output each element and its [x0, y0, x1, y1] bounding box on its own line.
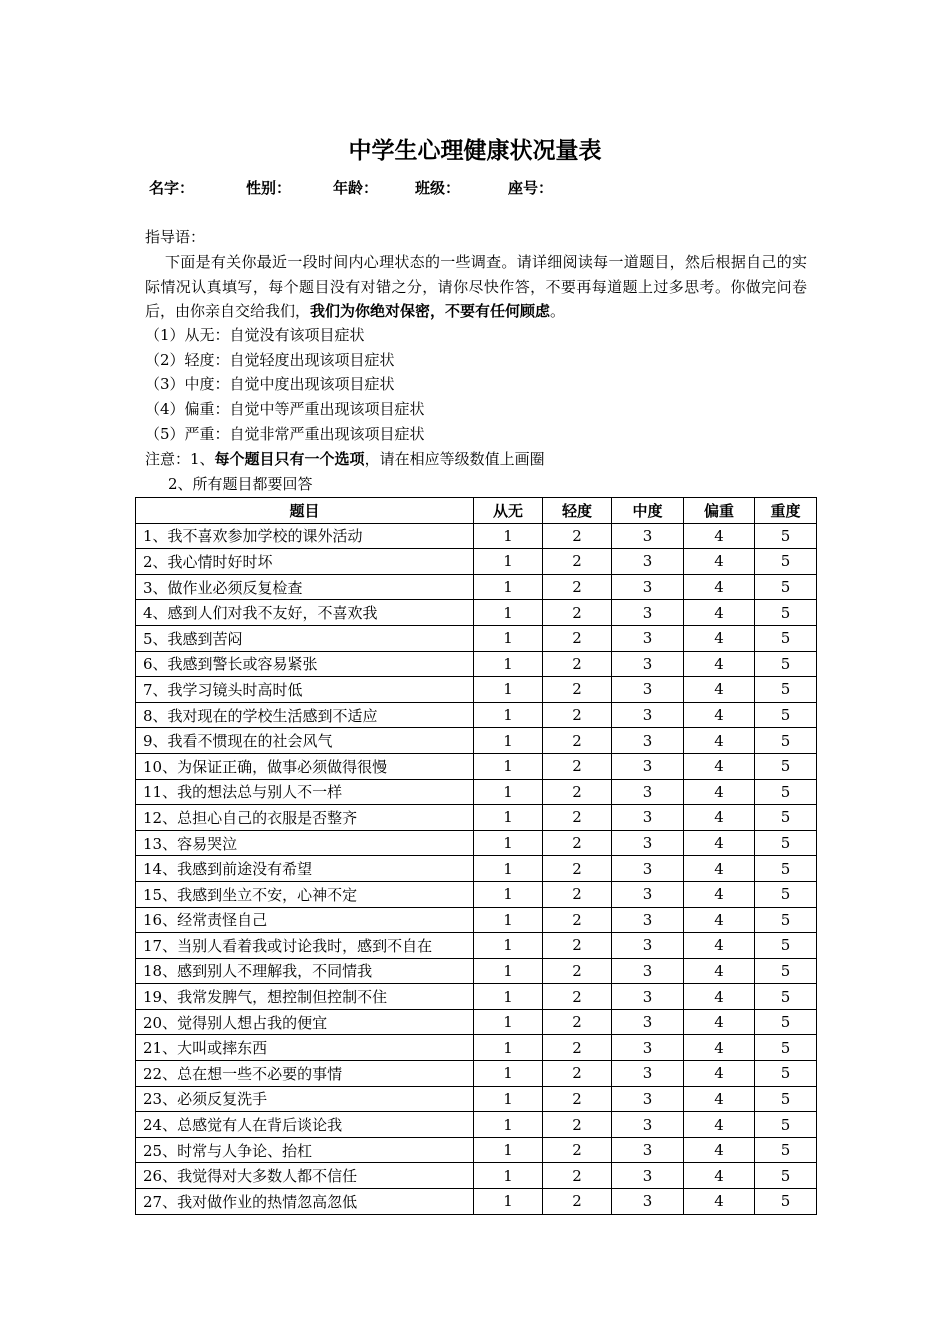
table-row [136, 779, 817, 805]
table-row [136, 1009, 817, 1035]
level-1-desc: （1）从无：自觉没有该项目症状 [145, 326, 365, 344]
rating-option-3[interactable]: 3 [612, 523, 684, 549]
rating-option-4[interactable]: 4 [684, 1163, 755, 1189]
rating-option-3[interactable]: 3 [612, 1086, 684, 1112]
rating-option-1[interactable]: 1 [474, 958, 543, 984]
table-row [136, 1163, 817, 1189]
level-3-desc: （3）中度：自觉中度出现该项目症状 [145, 375, 395, 393]
rating-option-2[interactable]: 2 [543, 549, 612, 575]
rating-option-5[interactable]: 5 [755, 1137, 817, 1163]
rating-option-5[interactable]: 5 [755, 779, 817, 805]
table-row [136, 753, 817, 779]
rating-option-5[interactable]: 5 [755, 1163, 817, 1189]
rating-option-2[interactable]: 2 [543, 728, 612, 754]
rating-option-5[interactable]: 5 [755, 625, 817, 651]
rating-option-2[interactable]: 2 [543, 1086, 612, 1112]
rating-option-5[interactable]: 5 [755, 1061, 817, 1087]
rating-option-3[interactable]: 3 [612, 1112, 684, 1138]
note-prefix: 注意：1、 [145, 450, 215, 468]
rating-option-5[interactable]: 5 [755, 651, 817, 677]
rating-option-3[interactable]: 3 [612, 1137, 684, 1163]
question-text: 9、我看不惯现在的社会风气 [136, 728, 474, 754]
rating-option-2[interactable]: 2 [543, 651, 612, 677]
table-row [136, 625, 817, 651]
rating-option-1[interactable]: 1 [474, 523, 543, 549]
document-title: 中学生心理健康状况量表 [348, 138, 602, 164]
rating-option-5[interactable]: 5 [755, 907, 817, 933]
rating-option-1[interactable]: 1 [474, 702, 543, 728]
note-2: 2、所有题目都要回答 [168, 475, 313, 493]
rating-option-1[interactable]: 1 [474, 933, 543, 959]
rating-option-4[interactable]: 4 [684, 549, 755, 575]
rating-option-1[interactable]: 1 [474, 1112, 543, 1138]
rating-option-5[interactable]: 5 [755, 958, 817, 984]
rating-option-1[interactable]: 1 [474, 830, 543, 856]
class-label: 班级： [415, 179, 461, 197]
question-text: 24、总感觉有人在背后谈论我 [136, 1112, 474, 1138]
rating-option-1[interactable]: 1 [474, 1009, 543, 1035]
rating-option-4[interactable]: 4 [684, 1086, 755, 1112]
rating-option-5[interactable]: 5 [755, 523, 817, 549]
table-row [136, 830, 817, 856]
rating-option-1[interactable]: 1 [474, 651, 543, 677]
header-question: 题目 [136, 498, 474, 524]
rating-option-5[interactable]: 5 [755, 984, 817, 1010]
table-row [136, 574, 817, 600]
table-row [136, 1112, 817, 1138]
rating-option-4[interactable]: 4 [684, 856, 755, 882]
rating-option-4[interactable]: 4 [684, 881, 755, 907]
rating-option-1[interactable]: 1 [474, 677, 543, 703]
rating-option-1[interactable]: 1 [474, 907, 543, 933]
rating-option-3[interactable]: 3 [612, 600, 684, 626]
rating-option-5[interactable]: 5 [755, 1035, 817, 1061]
rating-option-1[interactable]: 1 [474, 856, 543, 882]
rating-option-4[interactable]: 4 [684, 1061, 755, 1087]
rating-option-4[interactable]: 4 [684, 753, 755, 779]
question-text: 13、容易哭泣 [136, 830, 474, 856]
header-never: 从无 [474, 498, 543, 524]
rating-option-4[interactable]: 4 [684, 1035, 755, 1061]
rating-option-5[interactable]: 5 [755, 728, 817, 754]
rating-option-3[interactable]: 3 [612, 549, 684, 575]
question-text: 3、做作业必须反复检查 [136, 574, 474, 600]
rating-option-1[interactable]: 1 [474, 625, 543, 651]
table-row [136, 933, 817, 959]
question-text: 22、总在想一些不必要的事情 [136, 1061, 474, 1087]
rating-option-2[interactable]: 2 [543, 907, 612, 933]
rating-option-4[interactable]: 4 [684, 1112, 755, 1138]
table-row [136, 1086, 817, 1112]
rating-option-4[interactable]: 4 [684, 1189, 755, 1215]
rating-option-3[interactable]: 3 [612, 651, 684, 677]
rating-option-4[interactable]: 4 [684, 779, 755, 805]
question-text: 18、感到别人不理解我，不同情我 [136, 958, 474, 984]
question-text: 8、我对现在的学校生活感到不适应 [136, 702, 474, 728]
rating-option-2[interactable]: 2 [543, 856, 612, 882]
question-text: 15、我感到坐立不安，心神不定 [136, 881, 474, 907]
question-text: 27、我对做作业的热情忽高忽低 [136, 1189, 474, 1215]
header-severe: 重度 [755, 498, 817, 524]
rating-option-2[interactable]: 2 [543, 574, 612, 600]
intro-paragraph [145, 250, 807, 324]
rating-option-5[interactable]: 5 [755, 677, 817, 703]
question-text: 11、我的想法总与别人不一样 [136, 779, 474, 805]
table-row [136, 677, 817, 703]
intro-bold-text: 我们为你绝对保密，不要有任何顾虑 [310, 302, 551, 320]
rating-option-3[interactable]: 3 [612, 1035, 684, 1061]
rating-option-5[interactable]: 5 [755, 600, 817, 626]
rating-option-5[interactable]: 5 [755, 933, 817, 959]
rating-option-3[interactable]: 3 [612, 1009, 684, 1035]
table-row [136, 549, 817, 575]
rating-option-3[interactable]: 3 [612, 625, 684, 651]
rating-option-2[interactable]: 2 [543, 677, 612, 703]
rating-option-5[interactable]: 5 [755, 856, 817, 882]
rating-option-2[interactable]: 2 [543, 984, 612, 1010]
rating-option-4[interactable]: 4 [684, 805, 755, 831]
name-label: 名字： [149, 179, 195, 197]
rating-option-2[interactable]: 2 [543, 830, 612, 856]
rating-option-4[interactable]: 4 [684, 933, 755, 959]
rating-option-3[interactable]: 3 [612, 805, 684, 831]
rating-option-4[interactable]: 4 [684, 1137, 755, 1163]
rating-option-4[interactable]: 4 [684, 958, 755, 984]
question-text: 12、总担心自己的衣服是否整齐 [136, 805, 474, 831]
rating-option-5[interactable]: 5 [755, 1112, 817, 1138]
question-text: 17、当别人看着我或讨论我时，感到不自在 [136, 933, 474, 959]
rating-option-4[interactable]: 4 [684, 574, 755, 600]
table-row [136, 1061, 817, 1087]
question-text: 5、我感到苦闷 [136, 625, 474, 651]
table-row [136, 1189, 817, 1215]
rating-option-5[interactable]: 5 [755, 830, 817, 856]
rating-option-4[interactable]: 4 [684, 677, 755, 703]
rating-option-3[interactable]: 3 [612, 958, 684, 984]
rating-option-1[interactable]: 1 [474, 805, 543, 831]
rating-option-3[interactable]: 3 [612, 1061, 684, 1087]
table-row [136, 984, 817, 1010]
intro-text: 下面是有关你最近一段时间内心理状态的一些调查。请详细阅读每一道题目，然后根据自己的实际情况认真填写，每个题目没有对错之分，请你尽快作答，不要再每道题上过多思考。你做完问卷后，由你亲自交给我们， [145, 253, 807, 320]
rating-option-3[interactable]: 3 [612, 1163, 684, 1189]
rating-option-3[interactable]: 3 [612, 881, 684, 907]
rating-option-4[interactable]: 4 [684, 651, 755, 677]
rating-option-3[interactable]: 3 [612, 907, 684, 933]
rating-option-2[interactable]: 2 [543, 1009, 612, 1035]
rating-option-4[interactable]: 4 [684, 625, 755, 651]
rating-option-4[interactable]: 4 [684, 830, 755, 856]
rating-option-4[interactable]: 4 [684, 600, 755, 626]
rating-option-1[interactable]: 1 [474, 549, 543, 575]
header-mild: 轻度 [543, 498, 612, 524]
question-text: 26、我觉得对大多数人都不信任 [136, 1163, 474, 1189]
rating-option-3[interactable]: 3 [612, 984, 684, 1010]
rating-option-2[interactable]: 2 [543, 600, 612, 626]
note-1 [145, 448, 545, 470]
question-text: 20、觉得别人想占我的便宜 [136, 1009, 474, 1035]
header-moderate: 中度 [612, 498, 684, 524]
rating-option-3[interactable]: 3 [612, 702, 684, 728]
rating-option-1[interactable]: 1 [474, 984, 543, 1010]
rating-option-5[interactable]: 5 [755, 753, 817, 779]
rating-option-5[interactable]: 5 [755, 1086, 817, 1112]
rating-option-4[interactable]: 4 [684, 1009, 755, 1035]
rating-option-5[interactable]: 5 [755, 574, 817, 600]
table-row [136, 702, 817, 728]
rating-option-2[interactable]: 2 [543, 625, 612, 651]
question-text: 1、我不喜欢参加学校的课外活动 [136, 523, 474, 549]
rating-option-1[interactable]: 1 [474, 574, 543, 600]
rating-option-1[interactable]: 1 [474, 600, 543, 626]
header-heavier: 偏重 [684, 498, 755, 524]
guide-label: 指导语： [145, 228, 206, 246]
intro-end: 。 [550, 302, 566, 320]
rating-option-5[interactable]: 5 [755, 1009, 817, 1035]
rating-option-1[interactable]: 1 [474, 881, 543, 907]
question-text: 21、大叫或摔东西 [136, 1035, 474, 1061]
question-text: 16、经常责怪自己 [136, 907, 474, 933]
rating-option-3[interactable]: 3 [612, 1189, 684, 1215]
rating-option-2[interactable]: 2 [543, 1061, 612, 1087]
level-2-desc: （2）轻度：自觉轻度出现该项目症状 [145, 351, 395, 369]
question-text: 25、时常与人争论、抬杠 [136, 1137, 474, 1163]
rating-option-1[interactable]: 1 [474, 1163, 543, 1189]
rating-option-2[interactable]: 2 [543, 881, 612, 907]
rating-option-4[interactable]: 4 [684, 728, 755, 754]
rating-option-2[interactable]: 2 [543, 702, 612, 728]
table-row [136, 523, 817, 549]
rating-option-2[interactable]: 2 [543, 1163, 612, 1189]
note-bold: 每个题目只有一个选项 [214, 450, 365, 468]
rating-option-5[interactable]: 5 [755, 1189, 817, 1215]
rating-option-2[interactable]: 2 [543, 1137, 612, 1163]
table-row [136, 805, 817, 831]
table-row [136, 856, 817, 882]
rating-option-2[interactable]: 2 [543, 779, 612, 805]
rating-option-1[interactable]: 1 [474, 1189, 543, 1215]
rating-option-2[interactable]: 2 [543, 805, 612, 831]
rating-option-3[interactable]: 3 [612, 574, 684, 600]
level-4-desc: （4）偏重：自觉中等严重出现该项目症状 [145, 400, 425, 418]
question-text: 6、我感到警长或容易紧张 [136, 651, 474, 677]
table-row [136, 1035, 817, 1061]
rating-option-3[interactable]: 3 [612, 728, 684, 754]
table-header-row [136, 498, 817, 524]
rating-option-5[interactable]: 5 [755, 805, 817, 831]
rating-option-3[interactable]: 3 [612, 933, 684, 959]
table-row [136, 1137, 817, 1163]
rating-option-5[interactable]: 5 [755, 549, 817, 575]
table-row [136, 728, 817, 754]
rating-option-2[interactable]: 2 [543, 958, 612, 984]
rating-option-1[interactable]: 1 [474, 1035, 543, 1061]
seat-label: 座号： [508, 179, 554, 197]
table-row [136, 651, 817, 677]
rating-option-1[interactable]: 1 [474, 1137, 543, 1163]
rating-option-4[interactable]: 4 [684, 523, 755, 549]
question-text: 19、我常发脾气，想控制但控制不住 [136, 984, 474, 1010]
rating-option-4[interactable]: 4 [684, 984, 755, 1010]
level-5-desc: （5）严重：自觉非常严重出现该项目症状 [145, 425, 425, 443]
rating-option-3[interactable]: 3 [612, 830, 684, 856]
table-row [136, 881, 817, 907]
rating-option-3[interactable]: 3 [612, 779, 684, 805]
rating-option-2[interactable]: 2 [543, 523, 612, 549]
gender-label: 性别： [246, 179, 292, 197]
rating-option-1[interactable]: 1 [474, 753, 543, 779]
question-text: 23、必须反复洗手 [136, 1086, 474, 1112]
rating-option-2[interactable]: 2 [543, 753, 612, 779]
questionnaire-table [135, 497, 817, 1215]
rating-option-1[interactable]: 1 [474, 1086, 543, 1112]
table-row [136, 600, 817, 626]
table-row [136, 907, 817, 933]
question-text: 14、我感到前途没有希望 [136, 856, 474, 882]
rating-option-2[interactable]: 2 [543, 1112, 612, 1138]
rating-option-5[interactable]: 5 [755, 702, 817, 728]
age-label: 年龄： [333, 179, 379, 197]
rating-option-3[interactable]: 3 [612, 856, 684, 882]
rating-option-4[interactable]: 4 [684, 702, 755, 728]
rating-option-3[interactable]: 3 [612, 677, 684, 703]
note-suffix: ，请在相应等级数值上画圈 [364, 450, 545, 468]
question-text: 4、感到人们对我不友好，不喜欢我 [136, 600, 474, 626]
question-text: 7、我学习镜头时高时低 [136, 677, 474, 703]
rating-option-2[interactable]: 2 [543, 1189, 612, 1215]
question-text: 10、为保证正确，做事必须做得很慢 [136, 753, 474, 779]
rating-option-1[interactable]: 1 [474, 728, 543, 754]
question-text: 2、我心情时好时坏 [136, 549, 474, 575]
rating-option-5[interactable]: 5 [755, 881, 817, 907]
table-row [136, 958, 817, 984]
rating-option-1[interactable]: 1 [474, 779, 543, 805]
rating-option-3[interactable]: 3 [612, 753, 684, 779]
rating-option-4[interactable]: 4 [684, 907, 755, 933]
question-rows [136, 523, 817, 1214]
rating-option-2[interactable]: 2 [543, 933, 612, 959]
rating-option-2[interactable]: 2 [543, 1035, 612, 1061]
rating-option-1[interactable]: 1 [474, 1061, 543, 1087]
